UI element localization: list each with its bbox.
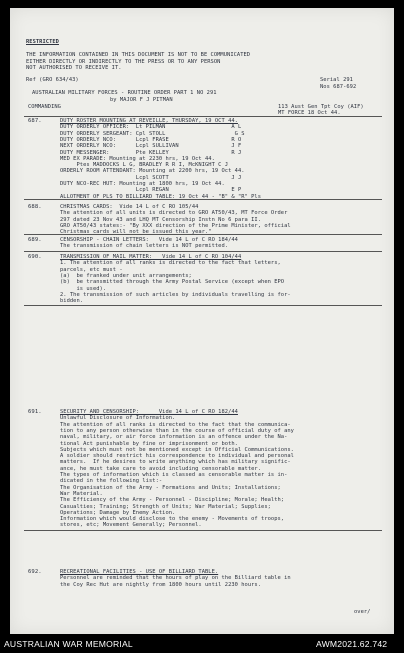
restricted-heading: RESTRICTED bbox=[26, 39, 59, 45]
item-line: matters. If he desires to write anything which has military signific- bbox=[60, 459, 291, 466]
item-line: The Organisation of the Army - Formations and Units; Installations; bbox=[60, 484, 281, 491]
item-line: The types of information which is classed as censorable matter is in- bbox=[60, 472, 288, 478]
item-line: parcels, etc must - bbox=[60, 266, 123, 273]
item-line: Christmas cards will not be issued this year." bbox=[60, 229, 212, 236]
item-line: Personnel are reminded that the hours of play on the Billiard table in bbox=[60, 575, 291, 582]
item-line: bidden. bbox=[60, 298, 84, 305]
footer-institution: AUSTRALIAN WAR MEMORIAL bbox=[4, 639, 133, 649]
archive-footer bbox=[0, 636, 404, 653]
issued-by: by MAJOR F J PITMAN bbox=[110, 97, 173, 103]
item-line: Lcpl SCOTT J J bbox=[60, 174, 242, 181]
notice-line: THE INFORMATION CONTAINED IN THIS DOCUMENT IS NOT TO BE COMMUNICATED bbox=[26, 52, 251, 58]
divider bbox=[24, 116, 382, 117]
item-line: SECURITY AND CENSORSHIP: Vide 14 L of C RO 182/44 bbox=[60, 409, 238, 415]
item-line: DUTY ORDERLY SERGEANT: Cpl STOLL G S bbox=[60, 130, 245, 137]
item-line: DUTY ROSTER MOUNTING AT REVEILLE, THURSDAY, 19 OCT 44. bbox=[60, 118, 238, 124]
document-page bbox=[10, 8, 394, 634]
item-line: naval, military, or air force information is an offence under the Na- bbox=[60, 434, 288, 441]
divider bbox=[24, 234, 382, 235]
divider bbox=[24, 530, 382, 531]
divider bbox=[24, 251, 382, 252]
item-line: ORDERLY ROOM ATTENDANT: Mounting at 2200 hrs, 19 Oct 44. bbox=[60, 168, 245, 175]
notice-line: NOT AUTHORISED TO RECEIVE IT. bbox=[26, 65, 122, 71]
item-line: DUTY MESSENGER: Pte KELLEY R J bbox=[60, 149, 242, 156]
item-line: Unlawful Disclosure of Information. bbox=[60, 415, 176, 422]
item-line: tion to any person otherwise than in the course of official duty of any bbox=[60, 427, 294, 434]
item-line: NEXT ORDERLY NCO: Lcpl SULLIVAN J F bbox=[60, 143, 242, 150]
field-date: MT FORCE 18 Oct 44. bbox=[278, 110, 341, 116]
item-line: Information which would disclose to the enemy - Movements of troops, bbox=[60, 516, 285, 523]
footer-accession-number: AWM2021.62.742 bbox=[316, 639, 388, 649]
item-line: tional Act punishable by fine or imprisonment or both. bbox=[60, 440, 238, 447]
item-line: DUTY NCO-REC HUT: Mounting at 1800 hrs, 19 Oct 44. bbox=[60, 181, 225, 187]
item-line: TRANSMISSION OF MAIL MATTER: Vide 14 L of C RO 104/44 bbox=[60, 254, 242, 260]
item-line: 2. The transmission of such articles by individuals travelling is for- bbox=[60, 291, 291, 298]
commanding: COMMANDING bbox=[28, 103, 61, 110]
item-number: 692. bbox=[28, 569, 42, 575]
unit-name: 113 Aust Gen Tpt Coy (AIF) bbox=[278, 103, 364, 110]
item-number: 689. bbox=[28, 237, 42, 243]
item-line: Operations; Damage by Enemy Action. bbox=[60, 509, 176, 516]
item-line: DUTY ORDERLY NCO: Lcpl FRASE R O bbox=[60, 136, 242, 143]
item-number: 688. bbox=[28, 204, 42, 210]
item-line: Ptes MADDOCKS L G, BRADLEY R R I, McKNIGHT C J bbox=[60, 162, 229, 169]
item-line: RECREATIONAL FACILITIES - USE OF BILLIARD TABLE. bbox=[60, 569, 219, 575]
item-line: Subjects which must not be mentioned except in Official Communications. bbox=[60, 446, 294, 453]
item-line: (b) be transmitted through the Army Postal Service (except when EPO bbox=[60, 279, 285, 286]
item-line: 1. The attention of all ranks is directed to the fact that letters, bbox=[60, 260, 281, 267]
serial-number: Serial 291 bbox=[320, 77, 353, 83]
item-line: The attention of all units is directed to GRO AT50/43, MT Force Order bbox=[60, 210, 288, 217]
item-line: The Efficiency of the Army - Personnel - Discipline; Morale; Health; bbox=[60, 497, 285, 504]
notice-line: EITHER DIRECTLY OR INDIRECTLY TO THE PRESS OR TO ANY PERSON bbox=[26, 58, 221, 65]
item-line: ALLOTMENT OF PLS TO BILLIARD TABLE: 19 Oct 44 - "B" & "R" Pls bbox=[60, 193, 262, 200]
item-line: dicated in the following list:- bbox=[60, 478, 163, 485]
item-line: The attention of all ranks is directed to the fact that the communica- bbox=[60, 421, 291, 428]
item-number: 687. bbox=[28, 118, 42, 124]
divider bbox=[24, 305, 382, 306]
item-line: (a) be franked under unit arrangements; bbox=[60, 272, 192, 279]
over-note: over/ bbox=[354, 609, 371, 615]
item-line: CENSORSHIP - CHAIN LETTERS: Vide 14 L of C RO 184/44 bbox=[60, 237, 238, 243]
item-line: CHRISTMAS CARDS: Vide 14 L of C RO 105/44 bbox=[60, 204, 199, 210]
item-number: 690. bbox=[28, 254, 42, 260]
item-line: the Coy Rec Hut are nightly from 1800 hours until 2230 hours. bbox=[60, 581, 262, 588]
item-line: MED EX PARADE: Mounting at 2230 hrs, 19 Oct 44. bbox=[60, 155, 215, 162]
divider bbox=[24, 199, 382, 200]
order-numbers: Nos 687-692 bbox=[320, 83, 357, 90]
item-line: The transmission of chain letters is NOT permitted. bbox=[60, 243, 229, 250]
item-line: Lcpl REGAN E P bbox=[60, 187, 242, 194]
reference: Ref (GRO 634/43) bbox=[26, 77, 79, 83]
item-line: stores, etc; Movement Generally; Personnel. bbox=[60, 522, 202, 529]
item-line: DUTY ORDERLY OFFICER: Lt PILMAN A L bbox=[60, 124, 242, 131]
item-line: is used). bbox=[60, 285, 107, 292]
item-line: Casualties; Training; Strength of Units; War Material; Supplies; bbox=[60, 503, 271, 510]
item-line: 297 dated 23 Nov 43 and LHQ MT Censorship Instn No 6 para II. bbox=[60, 216, 262, 223]
item-line: ance, he must take care to avoid including censorable matter. bbox=[60, 465, 262, 472]
item-number: 691. bbox=[28, 409, 42, 415]
item-line: War Material. bbox=[60, 490, 103, 497]
order-title: AUSTRALIAN MILITARY FORCES - ROUTINE ORDER PART 1 NO 291 bbox=[32, 90, 217, 96]
item-line: GRO AT50/43 states:- "By XXX direction of the Prime Minister, official bbox=[60, 222, 291, 229]
item-line: A soldier should restrict his correspondence to individual and personal bbox=[60, 453, 294, 460]
